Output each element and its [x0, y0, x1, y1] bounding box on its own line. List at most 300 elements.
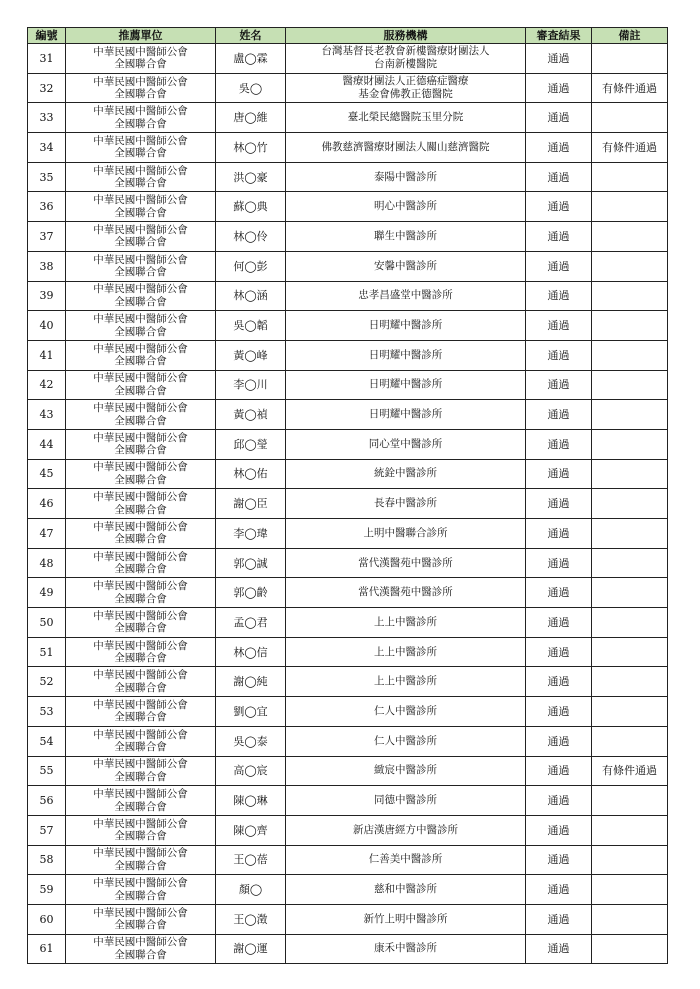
row-review-result: 通過 [526, 489, 592, 519]
unit-line: 全國聯合會 [114, 800, 167, 813]
table-row [28, 519, 668, 549]
unit-line: 全國聯合會 [114, 88, 167, 101]
unit-line: 中華民國中醫師公會 [93, 788, 188, 801]
row-review-result: 通過 [526, 311, 592, 341]
org-line: 當代漢醫苑中醫診所 [358, 556, 453, 569]
table-row [28, 311, 668, 341]
table-row [28, 548, 668, 578]
row-service-org [286, 904, 526, 934]
row-review-result: 通過 [526, 608, 592, 638]
row-review-result: 通過 [526, 904, 592, 934]
row-review-result: 通過 [526, 459, 592, 489]
row-num: 51 [28, 637, 66, 667]
org-line: 新竹上明中醫診所 [363, 912, 448, 925]
row-name: 孟◯君 [216, 608, 286, 638]
row-service-org [286, 162, 526, 192]
table-row [28, 756, 668, 786]
row-note [592, 845, 668, 875]
row-num: 34 [28, 133, 66, 163]
row-note [592, 786, 668, 816]
table-row [28, 786, 668, 816]
row-service-org [286, 815, 526, 845]
unit-line: 全國聯合會 [114, 384, 167, 397]
table-row [28, 815, 668, 845]
row-review-result: 通過 [526, 726, 592, 756]
unit-line: 中華民國中醫師公會 [93, 550, 188, 563]
row-note [592, 578, 668, 608]
row-note [592, 904, 668, 934]
row-note [592, 815, 668, 845]
org-line: 安馨中醫診所 [374, 259, 437, 272]
unit-line: 中華民國中醫師公會 [93, 609, 188, 622]
row-service-org [286, 608, 526, 638]
row-review-result: 通過 [526, 667, 592, 697]
unit-line: 全國聯合會 [114, 533, 167, 546]
row-num: 44 [28, 429, 66, 459]
row-service-org [286, 786, 526, 816]
row-service-org [286, 667, 526, 697]
unit-line: 全國聯合會 [114, 444, 167, 457]
table-row [28, 400, 668, 430]
row-recommending-unit [66, 756, 216, 786]
row-name: 顏◯ [216, 875, 286, 905]
row-service-org [286, 875, 526, 905]
row-review-result: 通過 [526, 133, 592, 163]
org-line: 仁善美中醫診所 [368, 853, 443, 866]
row-review-result: 通過 [526, 73, 592, 103]
row-service-org [286, 251, 526, 281]
row-recommending-unit [66, 459, 216, 489]
row-recommending-unit [66, 934, 216, 964]
org-line: 上上中醫診所 [374, 615, 437, 628]
row-recommending-unit [66, 608, 216, 638]
row-name: 李◯瑋 [216, 519, 286, 549]
unit-line: 全國聯合會 [114, 58, 167, 71]
row-note [592, 429, 668, 459]
row-name: 高◯宸 [216, 756, 286, 786]
row-service-org [286, 133, 526, 163]
row-name: 陳◯琳 [216, 786, 286, 816]
unit-line: 中華民國中醫師公會 [93, 817, 188, 830]
row-service-org [286, 222, 526, 252]
row-num: 35 [28, 162, 66, 192]
table-row [28, 281, 668, 311]
unit-line: 全國聯合會 [114, 681, 167, 694]
org-line: 明心中醫診所 [374, 200, 437, 213]
row-recommending-unit [66, 875, 216, 905]
row-num: 31 [28, 44, 66, 74]
org-line: 仁人中醫診所 [374, 734, 437, 747]
row-recommending-unit [66, 489, 216, 519]
row-recommending-unit [66, 637, 216, 667]
unit-line: 中華民國中醫師公會 [93, 877, 188, 890]
unit-line: 中華民國中醫師公會 [93, 283, 188, 296]
row-note [592, 667, 668, 697]
unit-line: 中華民國中醫師公會 [93, 342, 188, 355]
org-line: 同德中醫診所 [374, 794, 437, 807]
unit-line: 全國聯合會 [114, 177, 167, 190]
row-note [592, 726, 668, 756]
row-recommending-unit [66, 548, 216, 578]
org-line: 台南新樓醫院 [374, 58, 437, 71]
header-num: 編號 [28, 28, 66, 44]
unit-line: 全國聯合會 [114, 889, 167, 902]
row-recommending-unit [66, 44, 216, 74]
row-service-org [286, 756, 526, 786]
row-review-result: 通過 [526, 815, 592, 845]
org-line: 上上中醫診所 [374, 675, 437, 688]
table-row [28, 578, 668, 608]
row-note [592, 489, 668, 519]
row-num: 33 [28, 103, 66, 133]
row-note [592, 459, 668, 489]
unit-line: 全國聯合會 [114, 266, 167, 279]
org-line: 泰陽中醫診所 [374, 170, 437, 183]
table-row [28, 44, 668, 74]
unit-line: 中華民國中醫師公會 [93, 253, 188, 266]
row-num: 60 [28, 904, 66, 934]
table-header-row [28, 28, 668, 44]
unit-line: 全國聯合會 [114, 117, 167, 130]
row-note [592, 222, 668, 252]
row-name: 王◯蓓 [216, 845, 286, 875]
row-service-org [286, 429, 526, 459]
org-line: 基金會佛教正德醫院 [358, 88, 453, 101]
unit-line: 全國聯合會 [114, 652, 167, 665]
unit-line: 中華民國中醫師公會 [93, 45, 188, 58]
row-service-org [286, 548, 526, 578]
row-recommending-unit [66, 73, 216, 103]
row-name: 何◯彭 [216, 251, 286, 281]
table-row [28, 637, 668, 667]
table-row [28, 370, 668, 400]
table-row [28, 192, 668, 222]
row-name: 吳◯泰 [216, 726, 286, 756]
row-name: 洪◯豪 [216, 162, 286, 192]
row-note [592, 44, 668, 74]
row-review-result: 通過 [526, 251, 592, 281]
row-service-org [286, 697, 526, 727]
row-recommending-unit [66, 222, 216, 252]
org-line: 慈和中醫診所 [374, 883, 437, 896]
header-service-org: 服務機構 [286, 28, 526, 44]
org-line: 醫療財團法人正德癌症醫療 [342, 75, 469, 88]
row-review-result: 通過 [526, 222, 592, 252]
row-name: 謝◯臣 [216, 489, 286, 519]
row-review-result: 通過 [526, 786, 592, 816]
row-name: 王◯澂 [216, 904, 286, 934]
row-review-result: 通過 [526, 548, 592, 578]
unit-line: 全國聯合會 [114, 473, 167, 486]
table-row [28, 133, 668, 163]
org-line: 統銓中醫診所 [374, 467, 437, 480]
unit-line: 全國聯合會 [114, 295, 167, 308]
unit-line: 中華民國中醫師公會 [93, 847, 188, 860]
row-review-result: 通過 [526, 697, 592, 727]
row-num: 39 [28, 281, 66, 311]
row-recommending-unit [66, 133, 216, 163]
row-note: 有條件通過 [592, 133, 668, 163]
row-num: 43 [28, 400, 66, 430]
org-line: 當代漢醫苑中醫診所 [358, 586, 453, 599]
row-note [592, 340, 668, 370]
table-row [28, 103, 668, 133]
row-review-result: 通過 [526, 845, 592, 875]
row-recommending-unit [66, 281, 216, 311]
row-service-org [286, 459, 526, 489]
row-recommending-unit [66, 311, 216, 341]
row-service-org [286, 281, 526, 311]
row-review-result: 通過 [526, 934, 592, 964]
row-review-result: 通過 [526, 429, 592, 459]
row-num: 55 [28, 756, 66, 786]
row-num: 46 [28, 489, 66, 519]
org-line: 日明耀中醫診所 [368, 348, 443, 361]
row-num: 41 [28, 340, 66, 370]
unit-line: 全國聯合會 [114, 711, 167, 724]
row-recommending-unit [66, 192, 216, 222]
row-num: 49 [28, 578, 66, 608]
unit-line: 中華民國中醫師公會 [93, 194, 188, 207]
row-review-result: 通過 [526, 519, 592, 549]
review-results-table [27, 27, 668, 964]
row-service-org [286, 726, 526, 756]
unit-line: 中華民國中醫師公會 [93, 758, 188, 771]
row-name: 吳◯ [216, 73, 286, 103]
row-service-org [286, 489, 526, 519]
unit-line: 全國聯合會 [114, 592, 167, 605]
row-num: 42 [28, 370, 66, 400]
row-name: 黃◯峰 [216, 340, 286, 370]
unit-line: 中華民國中醫師公會 [93, 580, 188, 593]
row-name: 謝◯純 [216, 667, 286, 697]
unit-line: 全國聯合會 [114, 830, 167, 843]
row-name: 郭◯齡 [216, 578, 286, 608]
unit-line: 中華民國中醫師公會 [93, 698, 188, 711]
row-num: 40 [28, 311, 66, 341]
row-review-result: 通過 [526, 162, 592, 192]
org-line: 臺北榮民總醫院玉里分院 [347, 111, 464, 124]
row-review-result: 通過 [526, 103, 592, 133]
row-num: 38 [28, 251, 66, 281]
row-name: 黃◯禎 [216, 400, 286, 430]
row-review-result: 通過 [526, 340, 592, 370]
unit-line: 中華民國中醫師公會 [93, 520, 188, 533]
unit-line: 中華民國中醫師公會 [93, 105, 188, 118]
row-num: 53 [28, 697, 66, 727]
row-review-result: 通過 [526, 578, 592, 608]
row-num: 61 [28, 934, 66, 964]
row-name: 林◯佑 [216, 459, 286, 489]
unit-line: 中華民國中醫師公會 [93, 491, 188, 504]
row-note [592, 608, 668, 638]
unit-line: 全國聯合會 [114, 414, 167, 427]
table-row [28, 340, 668, 370]
row-recommending-unit [66, 251, 216, 281]
unit-line: 中華民國中醫師公會 [93, 313, 188, 326]
row-recommending-unit [66, 697, 216, 727]
unit-line: 中華民國中醫師公會 [93, 728, 188, 741]
org-line: 日明耀中醫診所 [368, 319, 443, 332]
header-name: 姓名 [216, 28, 286, 44]
unit-line: 中華民國中醫師公會 [93, 75, 188, 88]
row-note [592, 400, 668, 430]
row-note [592, 311, 668, 341]
unit-line: 中華民國中醫師公會 [93, 164, 188, 177]
row-recommending-unit [66, 429, 216, 459]
unit-line: 全國聯合會 [114, 859, 167, 872]
row-service-org [286, 73, 526, 103]
row-num: 52 [28, 667, 66, 697]
row-num: 36 [28, 192, 66, 222]
row-num: 50 [28, 608, 66, 638]
table-row [28, 875, 668, 905]
row-recommending-unit [66, 340, 216, 370]
row-recommending-unit [66, 726, 216, 756]
org-line: 同心堂中醫診所 [368, 437, 443, 450]
unit-line: 全國聯合會 [114, 206, 167, 219]
row-num: 48 [28, 548, 66, 578]
row-service-org [286, 370, 526, 400]
row-num: 54 [28, 726, 66, 756]
row-name: 陳◯齊 [216, 815, 286, 845]
org-line: 緻宸中醫診所 [374, 764, 437, 777]
table-row [28, 667, 668, 697]
unit-line: 中華民國中醫師公會 [93, 669, 188, 682]
row-recommending-unit [66, 845, 216, 875]
org-line: 仁人中醫診所 [374, 704, 437, 717]
row-service-org [286, 934, 526, 964]
row-name: 蘇◯典 [216, 192, 286, 222]
row-note [592, 162, 668, 192]
row-review-result: 通過 [526, 400, 592, 430]
row-name: 李◯川 [216, 370, 286, 400]
org-line: 上上中醫診所 [374, 645, 437, 658]
header-note: 備註 [592, 28, 668, 44]
row-num: 57 [28, 815, 66, 845]
unit-line: 中華民國中醫師公會 [93, 906, 188, 919]
table-row [28, 904, 668, 934]
table-row [28, 726, 668, 756]
row-name: 唐◯維 [216, 103, 286, 133]
org-line: 忠孝昌盛堂中醫診所 [358, 289, 453, 302]
row-recommending-unit [66, 578, 216, 608]
table-row [28, 222, 668, 252]
unit-line: 中華民國中醫師公會 [93, 372, 188, 385]
row-note [592, 697, 668, 727]
org-line: 上明中醫聯合診所 [363, 526, 448, 539]
table-row [28, 459, 668, 489]
row-service-org [286, 192, 526, 222]
org-line: 佛教慈濟醫療財團法人關山慈濟醫院 [321, 140, 490, 153]
table-row [28, 73, 668, 103]
header-review-result: 審查結果 [526, 28, 592, 44]
row-review-result: 通過 [526, 44, 592, 74]
table-row [28, 697, 668, 727]
unit-line: 中華民國中醫師公會 [93, 402, 188, 415]
unit-line: 全國聯合會 [114, 563, 167, 576]
org-line: 長春中醫診所 [374, 497, 437, 510]
row-note: 有條件通過 [592, 73, 668, 103]
unit-line: 中華民國中醫師公會 [93, 936, 188, 949]
unit-line: 全國聯合會 [114, 948, 167, 961]
row-name: 邱◯瑩 [216, 429, 286, 459]
unit-line: 全國聯合會 [114, 741, 167, 754]
document-page [27, 27, 667, 964]
row-recommending-unit [66, 815, 216, 845]
row-note [592, 519, 668, 549]
unit-line: 全國聯合會 [114, 325, 167, 338]
row-num: 59 [28, 875, 66, 905]
row-service-org [286, 400, 526, 430]
table-row [28, 162, 668, 192]
row-recommending-unit [66, 519, 216, 549]
row-review-result: 通過 [526, 875, 592, 905]
unit-line: 全國聯合會 [114, 919, 167, 932]
row-review-result: 通過 [526, 370, 592, 400]
table-row [28, 934, 668, 964]
row-name: 林◯竹 [216, 133, 286, 163]
row-note [592, 251, 668, 281]
row-note: 有條件通過 [592, 756, 668, 786]
row-recommending-unit [66, 162, 216, 192]
row-service-org [286, 578, 526, 608]
row-note [592, 637, 668, 667]
row-num: 37 [28, 222, 66, 252]
unit-line: 中華民國中醫師公會 [93, 134, 188, 147]
row-service-org [286, 519, 526, 549]
row-recommending-unit [66, 370, 216, 400]
table-row [28, 429, 668, 459]
row-name: 郭◯誠 [216, 548, 286, 578]
row-note [592, 548, 668, 578]
row-num: 56 [28, 786, 66, 816]
row-recommending-unit [66, 667, 216, 697]
table-row [28, 489, 668, 519]
org-line: 聯生中醫診所 [374, 229, 437, 242]
row-note [592, 934, 668, 964]
unit-line: 全國聯合會 [114, 355, 167, 368]
row-review-result: 通過 [526, 637, 592, 667]
table-row [28, 608, 668, 638]
row-num: 32 [28, 73, 66, 103]
row-review-result: 通過 [526, 192, 592, 222]
row-note [592, 875, 668, 905]
unit-line: 全國聯合會 [114, 622, 167, 635]
unit-line: 全國聯合會 [114, 503, 167, 516]
unit-line: 全國聯合會 [114, 770, 167, 783]
row-recommending-unit [66, 904, 216, 934]
table-row [28, 845, 668, 875]
org-line: 日明耀中醫診所 [368, 408, 443, 421]
unit-line: 中華民國中醫師公會 [93, 639, 188, 652]
row-name: 林◯伶 [216, 222, 286, 252]
row-name: 吳◯韜 [216, 311, 286, 341]
unit-line: 全國聯合會 [114, 147, 167, 160]
row-service-org [286, 103, 526, 133]
row-service-org [286, 845, 526, 875]
row-name: 盧◯霖 [216, 44, 286, 74]
row-recommending-unit [66, 786, 216, 816]
row-note [592, 370, 668, 400]
org-line: 新店漢唐經方中醫診所 [353, 823, 458, 836]
unit-line: 中華民國中醫師公會 [93, 431, 188, 444]
row-name: 謝◯運 [216, 934, 286, 964]
row-num: 45 [28, 459, 66, 489]
row-service-org [286, 340, 526, 370]
unit-line: 中華民國中醫師公會 [93, 223, 188, 236]
org-line: 日明耀中醫診所 [368, 378, 443, 391]
